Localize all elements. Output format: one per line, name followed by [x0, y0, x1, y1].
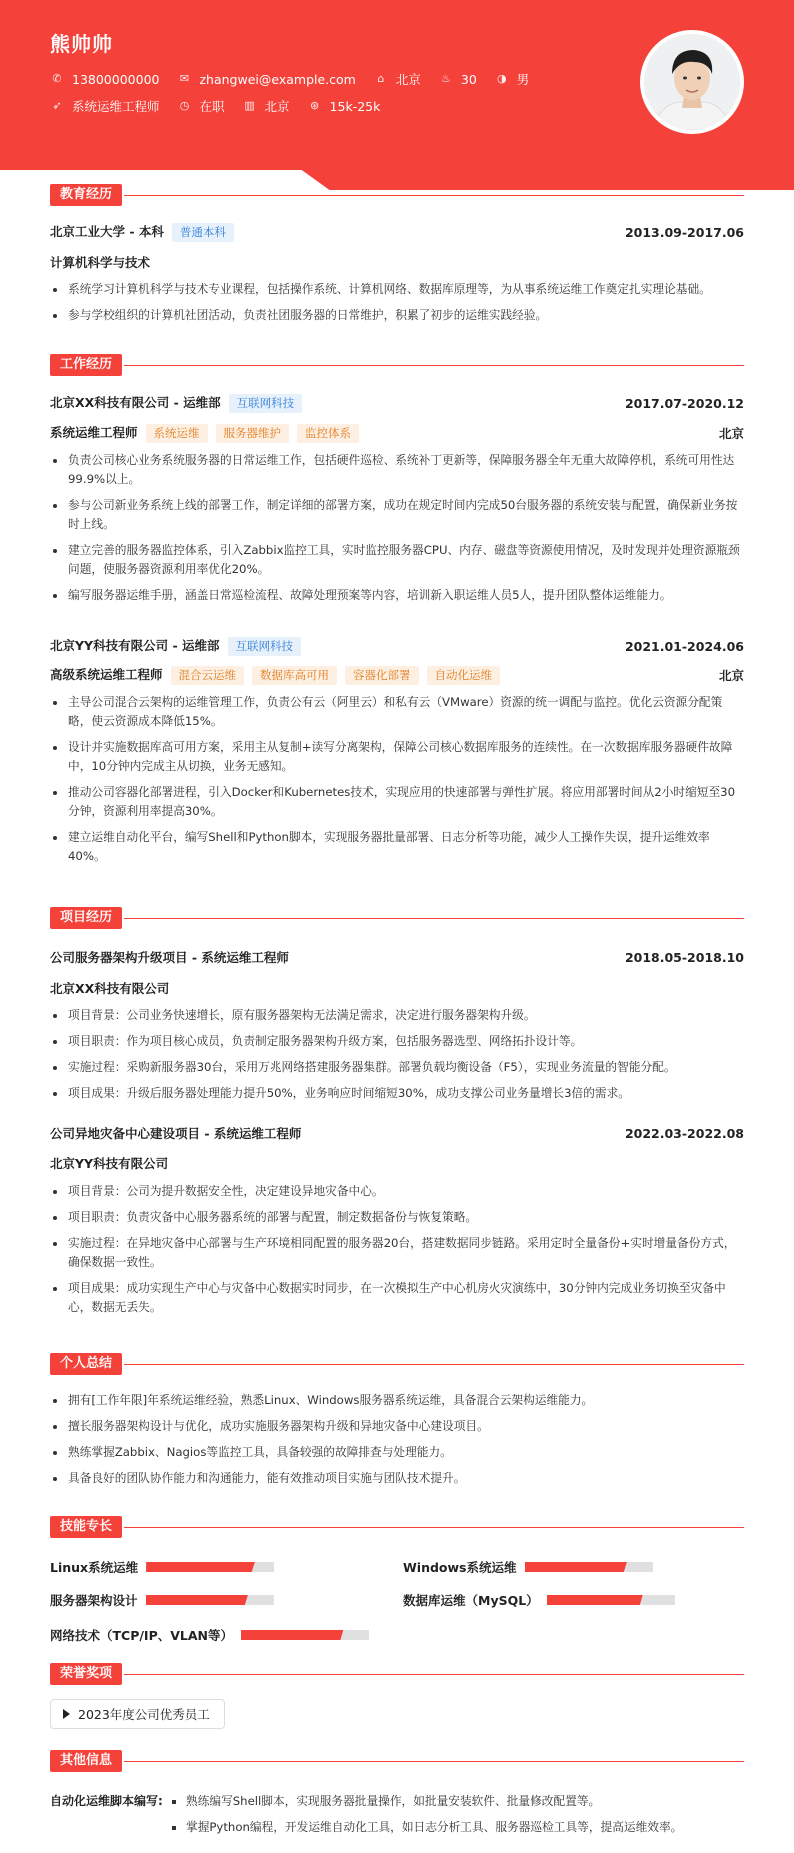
skill-item [50, 1626, 369, 1644]
list-item: 项目职责：负责灾备中心服务器系统的部署与配置，制定数据备份与恢复策略。 [50, 1208, 744, 1227]
project-1-header [50, 948, 744, 966]
divider [124, 1527, 744, 1528]
project-date: 2018.05-2018.10 [624, 949, 744, 965]
gender-icon: ◑ [496, 72, 507, 85]
skill-tag: 数据库高可用 [252, 666, 337, 685]
list-item: 系统学习计算机科学与技术专业课程，包括操作系统、计算机网络、数据库原理等，为从事系统运维工作奠定扎实理论基础。 [50, 280, 744, 299]
candidate-name: 熊帅帅 [50, 32, 113, 56]
divider [124, 1761, 744, 1762]
status-text: 在职 [199, 99, 225, 114]
skill-fill [146, 1562, 255, 1572]
work-city: 北京 [718, 426, 744, 441]
list-item: 项目职责：作为项目核心成员，负责制定服务器架构升级方案，包括服务器选型、网络拓扑设计等。 [50, 1032, 744, 1051]
list-item: 建立完善的服务器监控体系，引入Zabbix监控工具，实时监控服务器CPU、内存、磁盘等资源使用情况，及时发现并处理资源瓶颈问题，使服务器资源利用率优化20%。 [50, 541, 744, 579]
other-list [170, 1792, 682, 1844]
skill-item [403, 1591, 675, 1609]
skill-bar [525, 1562, 653, 1572]
list-item: 实施过程：采购新服务器30台，采用万兆网络搭建服务器集群。部署负载均衡设备（F5），实现业务流量的智能分配。 [50, 1058, 744, 1077]
cake-icon: ♨ [440, 72, 451, 85]
degree-tag: 普通本科 [172, 223, 234, 242]
project-company: 北京XX科技有限公司 [50, 981, 170, 996]
building-icon: ▥ [244, 99, 255, 112]
clock-icon: ◷ [179, 99, 190, 112]
role-title: 高级系统运维工程师 [50, 667, 163, 682]
project-title: 公司异地灾备中心建设项目 - 系统运维工程师 [50, 1126, 302, 1141]
gender-text: 男 [516, 72, 530, 87]
industry-tag: 互联网科技 [228, 637, 302, 656]
divider [124, 1364, 744, 1365]
section-work [50, 354, 744, 376]
list-item: 推动公司容器化部署进程，引入Docker和Kubernetes技术，实现应用的快速部署与弹性扩展。将应用部署时间从2小时缩短至30分钟，资源利用率提高30%。 [50, 783, 744, 821]
work-city: 北京 [718, 668, 744, 683]
role-title: 系统运维工程师 [50, 425, 138, 440]
section-skills [50, 1516, 744, 1538]
list-item: 建立运维自动化平台，编写Shell和Python脚本，实现服务器批量部署、日志分析等功能，减少人工操作失误，提升运维效率40%。 [50, 828, 744, 866]
salary-text: 15k-25k [329, 98, 381, 114]
skill-item [403, 1558, 653, 1576]
divider [124, 1674, 744, 1675]
list-item: 参与公司新业务系统上线的部署工作，制定详细的部署方案，成功在规定时间内完成50台服务器的系统安装与配置，确保新业务按时上线。 [50, 496, 744, 534]
industry-tag: 互联网科技 [229, 394, 303, 413]
section-title: 技能专长 [50, 1516, 122, 1538]
other-label: 自动化运维脚本编写: [50, 1794, 163, 1808]
work-1-role [50, 423, 744, 443]
list-item: 掌握Python编程，开发运维自动化工具，如日志分析工具、服务器巡检工具等，提高运维效率。 [170, 1818, 682, 1837]
section-title: 工作经历 [50, 354, 122, 376]
section-summary [50, 1353, 744, 1375]
phone-icon: ✆ [52, 72, 62, 85]
company-name: 北京XX科技有限公司 - 运维部 [50, 395, 221, 410]
section-honors [50, 1663, 744, 1685]
skill-tag: 系统运维 [146, 424, 208, 443]
list-item: 熟练掌握Zabbix、Nagios等监控工具，具备较强的故障排查与处理能力。 [50, 1443, 744, 1462]
email-text: zhangwei@example.com [199, 71, 356, 87]
list-item: 项目成果：成功实现生产中心与灾备中心数据实时同步，在一次模拟生产中心机房火灾演练中，30分钟内完成业务切换至灾备中心，数据无丢失。 [50, 1279, 744, 1317]
work-date: 2021.01-2024.06 [624, 638, 744, 654]
company-name: 北京YY科技有限公司 - 运维部 [50, 638, 220, 653]
skill-name: Linux系统运维 [50, 1560, 139, 1575]
work-city-text: 北京 [264, 99, 290, 114]
skill-bar [547, 1595, 675, 1605]
work-2-header [50, 636, 744, 656]
resume-header [0, 0, 794, 190]
summary-bullets [50, 1391, 744, 1495]
skill-item [50, 1591, 274, 1609]
divider [124, 365, 744, 366]
job-intent-row [50, 97, 398, 115]
skill-fill [525, 1562, 627, 1572]
section-title: 其他信息 [50, 1750, 122, 1772]
money-icon: ⊛ [309, 99, 320, 112]
work-1-bullets [50, 451, 744, 612]
skill-tag: 服务器维护 [216, 424, 290, 443]
work-2-bullets [50, 693, 744, 873]
skill-fill [146, 1595, 248, 1605]
honor-item[interactable] [50, 1699, 225, 1729]
list-item: 项目背景：公司为提升数据安全性，决定建设异地灾备中心。 [50, 1182, 744, 1201]
list-item: 拥有[工作年限]年系统运维经验，熟悉Linux、Windows服务器系统运维，具备混合云架构运维能力。 [50, 1391, 744, 1410]
list-item: 参与学校组织的计算机社团活动，负责社团服务器的日常维护，积累了初步的运维实践经验。 [50, 306, 744, 325]
section-project [50, 907, 744, 929]
project-title: 公司服务器架构升级项目 - 系统运维工程师 [50, 950, 289, 965]
list-item: 编写服务器运维手册，涵盖日常巡检流程、故障处理预案等内容，培训新入职运维人员5人，提升团队整体运维能力。 [50, 586, 744, 605]
section-other [50, 1750, 744, 1772]
skill-name: 数据库运维（MySQL） [403, 1593, 539, 1608]
major: 计算机科学与技术 [50, 255, 151, 270]
skill-tag: 监控体系 [297, 424, 359, 443]
skill-bar [146, 1562, 274, 1572]
list-item: 主导公司混合云架构的运维管理工作，负责公有云（阿里云）和私有云（VMware）资源的统一调配与监控。优化云资源分配策略，使云资源成本降低15%。 [50, 693, 744, 731]
work-1-header [50, 393, 744, 413]
list-item: 具备良好的团队协作能力和沟通能力，能有效推动项目实施与团队技术提升。 [50, 1469, 744, 1488]
avatar-photo [644, 34, 740, 130]
divider [124, 195, 744, 196]
skill-tag: 混合云运维 [171, 666, 245, 685]
project-date: 2022.03-2022.08 [624, 1125, 744, 1141]
job-title-text: 系统运维工程师 [72, 99, 160, 114]
list-item: 擅长服务器架构设计与优化，成功实施服务器架构升级和异地灾备中心建设项目。 [50, 1417, 744, 1436]
list-item: 项目背景：公司业务快速增长，原有服务器架构无法满足需求，决定进行服务器架构升级。 [50, 1006, 744, 1025]
section-education [50, 184, 744, 206]
section-title: 项目经历 [50, 907, 122, 929]
skill-item [50, 1558, 274, 1576]
email-icon: ✉ [179, 72, 190, 85]
education-header [50, 222, 744, 242]
honor-text: 2023年度公司优秀员工 [78, 1707, 210, 1722]
list-item: 项目成果：升级后服务器处理能力提升50%，业务响应时间缩短30%，成功支撑公司业务量增长3倍的需求。 [50, 1084, 744, 1103]
school-name: 北京工业大学 - 本科 [50, 224, 164, 239]
project-2-header [50, 1124, 744, 1142]
section-title: 教育经历 [50, 184, 122, 206]
skill-name: 网络技术（TCP/IP、VLAN等） [50, 1628, 234, 1643]
send-icon: ➶ [52, 99, 62, 112]
avatar [640, 30, 744, 134]
project-1-bullets [50, 1006, 744, 1110]
work-date: 2017.07-2020.12 [624, 395, 744, 411]
location-text: 北京 [395, 72, 421, 87]
age-text: 30 [460, 71, 477, 87]
phone-text: 13800000000 [72, 71, 160, 87]
skill-tag: 自动化运维 [427, 666, 501, 685]
list-item: 设计并实施数据库高可用方案，采用主从复制+读写分离架构，保障公司核心数据库服务的连续性。在一次数据库服务器硬件故障中，10分钟内完成主从切换，业务无感知。 [50, 738, 744, 776]
education-bullets [50, 280, 744, 332]
home-icon: ⌂ [377, 72, 385, 85]
skill-tag: 容器化部署 [345, 666, 419, 685]
caret-right-icon [63, 1709, 70, 1719]
list-item: 熟练编写Shell脚本，实现服务器批量操作，如批量安装软件、批量修改配置等。 [170, 1792, 682, 1811]
skill-bar [146, 1595, 274, 1605]
skill-name: 服务器架构设计 [50, 1593, 138, 1608]
contact-row [50, 70, 547, 88]
skill-bar [241, 1630, 369, 1640]
list-item: 负责公司核心业务系统服务器的日常运维工作，包括硬件巡检、系统补丁更新等，保障服务器全年无重大故障停机，系统可用性达99.9%以上。 [50, 451, 744, 489]
section-title: 荣誉奖项 [50, 1663, 122, 1685]
skill-fill [547, 1595, 643, 1605]
list-item: 实施过程：在异地灾备中心部署与生产环境相同配置的服务器20台，搭建数据同步链路。采用定时全量备份+实时增量备份方式，确保数据一致性。 [50, 1234, 744, 1272]
section-title: 个人总结 [50, 1353, 122, 1375]
project-2-bullets [50, 1182, 744, 1324]
project-company: 北京YY科技有限公司 [50, 1156, 169, 1171]
education-date: 2013.09-2017.06 [624, 224, 744, 240]
work-2-role [50, 665, 744, 685]
divider [124, 918, 744, 919]
skill-fill [241, 1630, 343, 1640]
skill-name: Windows系统运维 [403, 1560, 517, 1575]
